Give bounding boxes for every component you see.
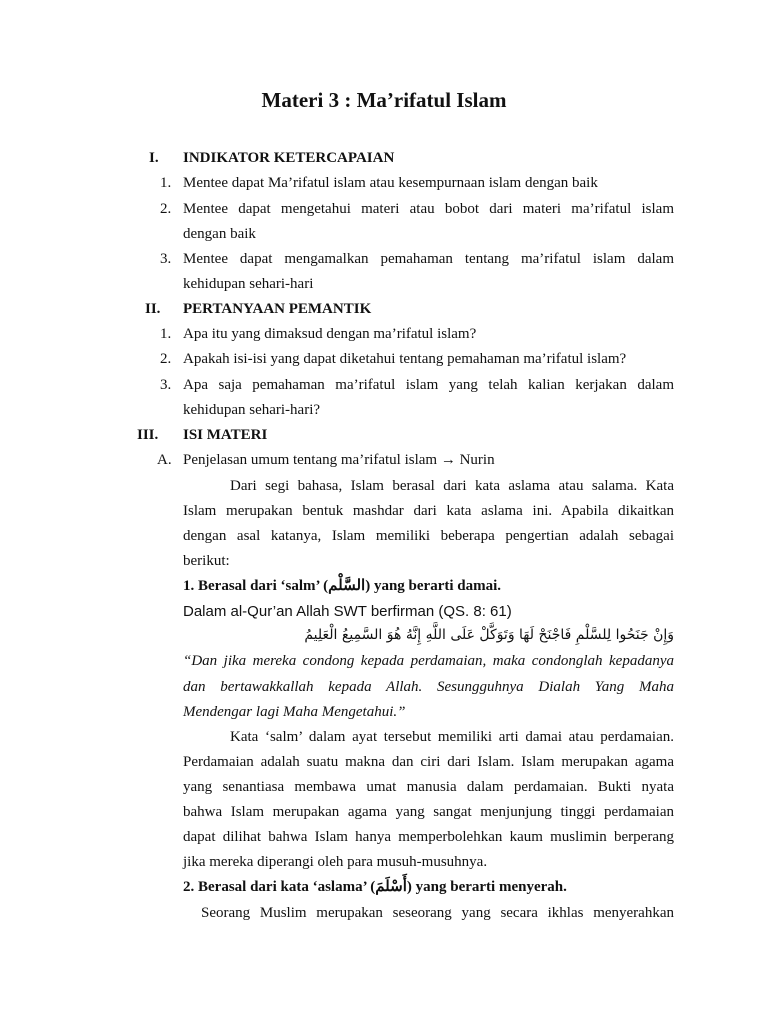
question-2-number: 2. (160, 351, 172, 367)
page-title: Materi 3 : Ma’rifatul Islam (261, 88, 507, 112)
indicator-2-text: Mentee dapat mengetahui materi atau bobot dari materi ma’rifatul islam (183, 201, 674, 217)
indicator-3-text-cont: kehidupan sehari-hari (183, 276, 314, 292)
question-1-text: Apa itu yang dimaksud dengan ma’rifatul islam? (183, 326, 477, 342)
paragraph-2-line-3: yang senantiasa membawa umat manusia dalam perdamaian. Bukti nyata (183, 779, 674, 795)
indicator-3-text: Mentee dapat mengamalkan pemahaman tentang ma’rifatul islam dalam (183, 251, 674, 267)
translation-line-1: “Dan jika mereka condong kepada perdamaian, maka condonglah kepadanya (183, 653, 674, 669)
paragraph-2-line-6: jika mereka diperangi oleh para musuh-musuhnya. (183, 854, 488, 870)
subsection-a-heading: Penjelasan umum tentang ma’rifatul islam → Nurin (183, 452, 495, 468)
indicator-2-number: 2. (160, 201, 172, 217)
indicator-3-number: 3. (160, 251, 172, 267)
section-2-heading: PERTANYAAN PEMANTIK (183, 301, 372, 317)
paragraph-1-line-2: Islam merupakan bentuk mashdar dari kata aslama ini. Apabila dikaitkan (183, 503, 674, 519)
point-2-heading: 2. Berasal dari kata ‘aslama’ (أَسْلَمَ) yang berarti menyerah. (183, 879, 567, 895)
question-3-text-cont: kehidupan sehari-hari? (183, 402, 321, 418)
paragraph-2-line-5: dapat dilihat bahwa Islam hanya memperbolehkan kaum muslimin berperang (183, 829, 674, 845)
paragraph-1-line-3: dengan asal katanya, Islam memiliki beberapa pengertian adalah sebagai (183, 528, 674, 544)
section-2-number: II. (145, 301, 161, 317)
section-1-number: I. (149, 150, 159, 166)
question-1-number: 1. (160, 326, 172, 342)
question-2-text: Apakah isi-isi yang dapat diketahui tentang pemahaman ma’rifatul islam? (183, 351, 627, 367)
question-3-text: Apa saja pemahaman ma’rifatul islam yang telah kalian kerjakan dalam (183, 377, 674, 393)
translation-line-2: dan bertawakkallah kepada Allah. Sesungguhnya Dialah Yang Maha (183, 679, 674, 695)
paragraph-1-line-1: Dari segi bahasa, Islam berasal dari kata aslama atau salama. Kata (230, 478, 674, 494)
indicator-1-number: 1. (160, 175, 172, 191)
section-1-heading: INDIKATOR KETERCAPAIAN (183, 150, 395, 166)
section-3-heading: ISI MATERI (183, 427, 268, 443)
translation-line-3: Mendengar lagi Maha Mengetahui.” (183, 704, 406, 720)
subsection-a-letter: A. (157, 452, 172, 468)
point-1-heading: 1. Berasal dari ‘salm’ (السَّلْم) yang berarti damai. (183, 578, 502, 594)
arabic-verse: وَإِنْ جَنَحُوا لِلسَّلْمِ فَاجْنَحْ لَهَا وَتَوَكَّلْ عَلَى اللَّهِ إِنَّهُ هُوَ السَّمِيعُ الْعَلِيمُ (304, 627, 674, 643)
section-3-number: III. (137, 427, 159, 443)
paragraph-2-line-2: Perdamaian adalah suatu makna dan ciri dari Islam. Islam merupakan agama (183, 754, 674, 770)
question-3-number: 3. (160, 377, 172, 393)
paragraph-3-line-1: Seorang Muslim merupakan seseorang yang secara ikhlas menyerahkan (201, 905, 674, 921)
paragraph-1-line-4: berikut: (183, 553, 230, 569)
paragraph-2-line-1: Kata ‘salm’ dalam ayat tersebut memiliki arti damai atau perdamaian. (230, 729, 674, 745)
indicator-1-text: Mentee dapat Ma’rifatul islam atau kesempurnaan islam dengan baik (183, 175, 598, 191)
quran-reference: Dalam al-Qur’an Allah SWT berfirman (QS. 8: 61) (183, 603, 512, 620)
paragraph-2-line-4: bahwa Islam merupakan agama yang sangat menjunjung tinggi perdamaian (183, 804, 674, 820)
indicator-2-text-cont: dengan baik (183, 226, 256, 242)
